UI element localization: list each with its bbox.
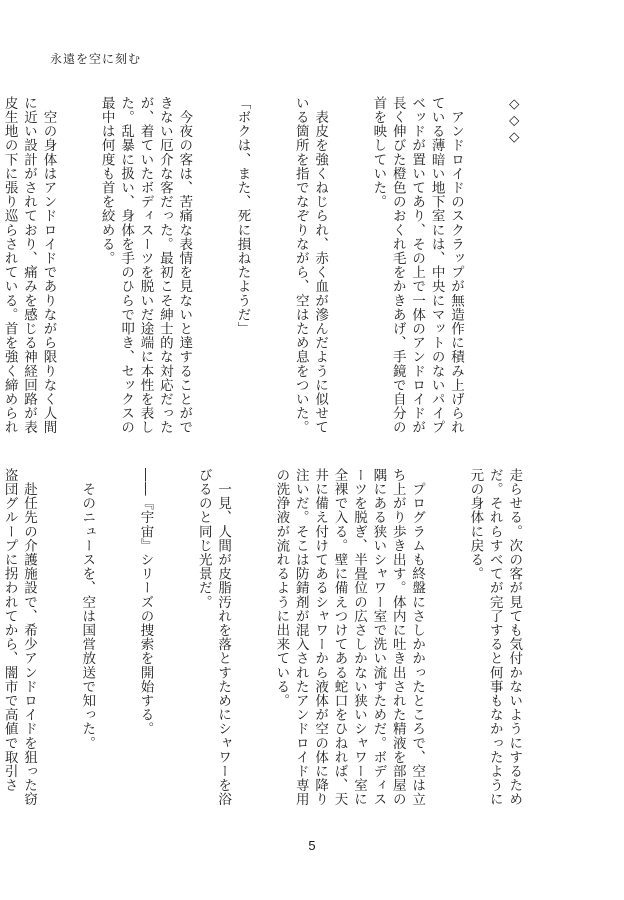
paragraph: 今夜の客は、苦痛な表情を見ないと達することができない厄介な客だった。最初こそ紳士的な対応だったが、着ていたボディスーツを脱いだ途端に本性を表した。乱暴に扱い、身体を手のひらで叩き、セックスの最中は何度も首を絞める。 — [98, 96, 193, 435]
paragraph: 走らせる。次の客が見ても気付かないようにするためだ。それらすべてが完了すると何事もなかったように元の身体に戻る。 — [467, 468, 523, 807]
paragraph: 表皮を強くねじられ、赤く血が滲んだように似せている箇所を指でなぞりながら、空はため息をついた。 — [292, 96, 329, 435]
paragraph: プログラムも終盤にさしかかったところで、空は立ち上がり歩き出す。体内に吐き出された精液を部屋の隅にある狭いシャワー室で洗い流すためだ。ボディスーツを脱ぎ、半畳位の広さしかない狭いシャワー室に全裸で入る。壁に備えつけてある蛇口をひねれば、天井に備え付けてあるシャワーから液体が空の体に降り注いだ。そこは防錆剤が混入されたアンドロイド専用の洗浄液が流れるように出来ている。 — [273, 468, 426, 807]
paragraph: そのニュースを、空は国営放送で知った。 — [79, 468, 96, 750]
paragraph: 赴任先の介護施設で、希少アンドロイドを狙った窃盗団グループに拐われてから、闇市で高値で取引さ — [1, 468, 38, 807]
paragraph: アンドロイドのスクラップが無造作に積み上げられている薄暗い地下室には、中央にマットのないパイプベッドが置いてあり、その上で一体のアンドロイドが長く伸びた橙色のおくれ毛をかきあげ、手鏡で自分の首を映していた。 — [370, 96, 464, 435]
text-column-top — [1, 96, 562, 446]
page-number: 5 — [308, 838, 316, 853]
section-break: ◇◇◇ — [506, 96, 523, 146]
paragraph: 空の身体はアンドロイドでありながら限りなく人間に近い設計がされており、痛みを感じる神経回路が表皮生地の下に張り巡らされている。首を強く締められ — [1, 96, 57, 435]
paragraph: 一見、人間が皮脂汚れを落とすためにシャワーを浴びるのと同じ光景だ。 — [195, 468, 232, 807]
running-header: 永遠を空に刻む — [50, 52, 142, 66]
text-column-bottom — [1, 468, 562, 820]
paragraph: ――『宇宙』シリーズの捜索を開始する。 — [137, 468, 154, 736]
dialogue-line: 「ボクは、また、死に損ねたようだ」 — [234, 96, 251, 336]
